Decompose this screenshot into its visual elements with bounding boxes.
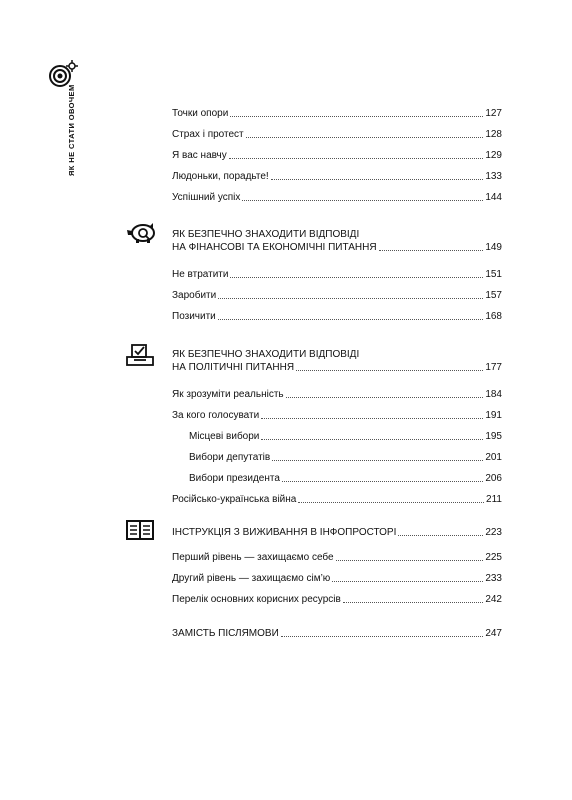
toc-entry-page: 128 xyxy=(485,129,502,140)
toc-entry-title: Місцеві вибори xyxy=(189,431,260,442)
section-heading-line2: НА ПОЛІТИЧНІ ПИТАННЯ xyxy=(172,362,295,373)
toc-entry-page: 157 xyxy=(485,290,502,301)
section-heading-line2: НА ФІНАНСОВІ ТА ЕКОНОМІЧНІ ПИТАННЯ xyxy=(172,242,377,253)
toc-entry-title: Перелік основних корисних ресурсів xyxy=(172,594,341,605)
toc-entry[interactable] xyxy=(172,406,502,422)
toc-entry[interactable] xyxy=(172,125,502,141)
toc-entry-page: 201 xyxy=(485,452,502,463)
section-heading-page: 177 xyxy=(485,362,502,373)
toc-entry-title: Вибори президента xyxy=(189,473,280,484)
toc-section-heading[interactable] xyxy=(172,523,502,539)
section-heading-title: ІНСТРУКЦІЯ З ВИЖИВАННЯ В ІНФОПРОСТОРІ xyxy=(172,527,397,538)
toc-subentry[interactable] xyxy=(189,448,502,464)
toc-entry-page: 184 xyxy=(485,389,502,400)
toc-entry-title: Я вас навчу xyxy=(172,150,227,161)
toc-entry-page: 191 xyxy=(485,410,502,421)
section-heading-line1: ЯК БЕЗПЕЧНО ЗНАХОДИТИ ВІДПОВІДІ xyxy=(172,349,360,360)
toc-subentry[interactable] xyxy=(189,427,502,443)
toc-entry-page: 151 xyxy=(485,269,502,280)
toc-entry-title: Другий рівень — захищаємо сім’ю xyxy=(172,573,331,584)
toc-entry[interactable] xyxy=(172,286,502,302)
toc-entry-page: 206 xyxy=(485,473,502,484)
toc-section-heading[interactable] xyxy=(172,624,502,640)
toc-entry[interactable] xyxy=(172,385,502,401)
toc-entry-title: Точки опори xyxy=(172,108,229,119)
toc-entry-title: За кого голосувати xyxy=(172,410,260,421)
toc-entry-page: 127 xyxy=(485,108,502,119)
toc-entry-page: 195 xyxy=(485,431,502,442)
toc-entry-page: 225 xyxy=(485,552,502,563)
toc-entry-title: Як зрозуміти реальність xyxy=(172,389,284,400)
toc-section-heading[interactable] xyxy=(172,228,502,254)
toc-entry[interactable] xyxy=(172,146,502,162)
toc-entry[interactable] xyxy=(172,104,502,120)
toc-entry[interactable] xyxy=(172,188,502,204)
toc-entry-title: Перший рівень — захищаємо себе xyxy=(172,552,334,563)
toc-entry-title: Не втратити xyxy=(172,269,229,280)
toc-entry-title: Людоньки, порадьте! xyxy=(172,171,269,182)
section-heading-page: 223 xyxy=(485,527,502,538)
section-heading-page: 149 xyxy=(485,242,502,253)
section-heading-line1: ЯК БЕЗПЕЧНО ЗНАХОДИТИ ВІДПОВІДІ xyxy=(172,229,360,240)
toc-entry-page: 233 xyxy=(485,573,502,584)
toc-entry[interactable] xyxy=(172,569,502,585)
toc-entry-title: Заробити xyxy=(172,290,217,301)
toc-entry-page: 133 xyxy=(485,171,502,182)
toc-entry-title: Страх і протест xyxy=(172,129,244,140)
toc-entry[interactable] xyxy=(172,167,502,183)
section-heading-title: ЗАМІСТЬ ПІСЛЯМОВИ xyxy=(172,628,279,639)
toc-entry[interactable] xyxy=(172,548,502,564)
ballot-box-icon xyxy=(126,343,154,367)
toc-entry[interactable] xyxy=(172,490,502,506)
toc-entry-page: 242 xyxy=(485,594,502,605)
piggy-bank-icon xyxy=(126,222,158,244)
toc-section-heading[interactable] xyxy=(172,348,502,374)
toc-entry-page: 144 xyxy=(485,192,502,203)
toc-entry-page: 211 xyxy=(486,494,502,505)
toc-entry-title: Вибори депутатів xyxy=(189,452,271,463)
toc-entry-title: Успішний успіх xyxy=(172,192,241,203)
toc-entry-page: 129 xyxy=(485,150,502,161)
running-head xyxy=(55,84,76,180)
toc-entry[interactable] xyxy=(172,590,502,606)
toc-entry[interactable] xyxy=(172,265,502,281)
toc-subentry[interactable] xyxy=(189,469,502,485)
running-head-text: ЯК НЕ СТАТИ ОВОЧЕМ xyxy=(67,84,76,176)
toc-entry[interactable] xyxy=(172,307,502,323)
section-heading-page: 247 xyxy=(485,628,502,639)
toc-entry-title: Позичити xyxy=(172,311,216,322)
toc-entry-page: 168 xyxy=(485,311,502,322)
toc-entry-title: Російсько-українська війна xyxy=(172,494,297,505)
open-book-icon xyxy=(126,520,154,540)
